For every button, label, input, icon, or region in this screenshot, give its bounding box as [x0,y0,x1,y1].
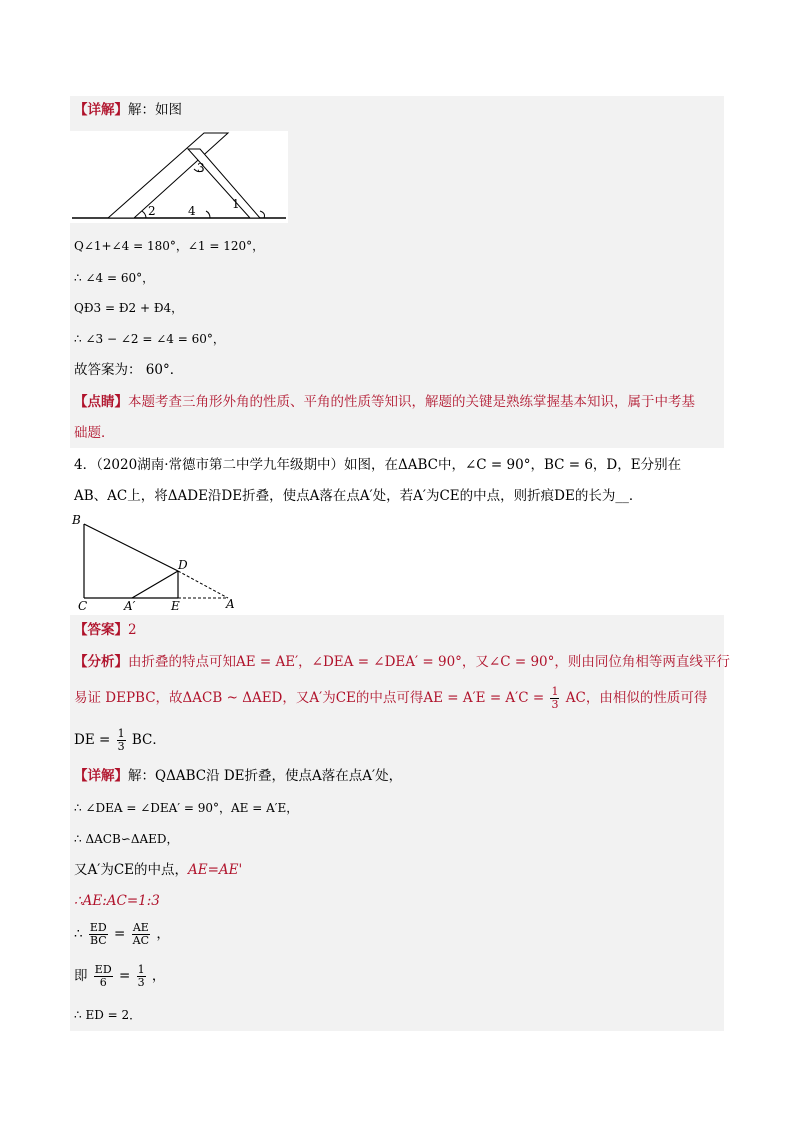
fenxi-text-2b: AC，由相似的性质可得 [565,690,708,706]
fraction-ed-bc: $\frac{ED}{BC}$ [89,921,107,947]
xiangjie-tag: 【详解】 [74,102,128,118]
q4-line-1: 4．（2020湖南·常德市第二中学九年级期中）如图，在ΔABC中，∠C = 90°，BC = 6，D，E分别在 [74,457,682,473]
tri-label-B: B [72,513,81,527]
fig-label-1: 1 [232,197,240,211]
fig-label-2: 2 [148,204,156,218]
tri-label-Aprime: A′ [124,599,136,613]
fraction-one-third-a: $\frac{1}{3}$ [551,685,559,711]
fenxi-tag: 【分析】 [74,654,128,670]
q4-step-1: ∴ ∠DEA = ∠DEA′ = 90°，AE = A′E， [74,801,299,815]
daan-line [74,620,137,640]
tri-label-A: A [226,597,235,611]
daan-value: 2 [128,622,137,638]
q4-step-2: ∴ ΔACB∽ΔAED， [74,832,179,846]
tri-label-D: D [178,558,188,572]
q4-solution-block [70,615,724,1031]
q4-step-3 [74,860,242,880]
fenxi-text-3a: DE = [74,732,111,748]
fraction-ed-6: $\frac{ED}{6}$ [94,963,112,989]
q4-step-6: 即 $\frac{ED}{6}$ = $\frac{1}{3}$ ， [74,963,166,989]
fraction-one-third-b: $\frac{1}{3}$ [117,727,125,753]
fraction-ae-ac: $\frac{AE}{AC}$ [132,921,150,947]
q4-step-3a: 又A′为CE的中点， [74,862,188,878]
dianjing-line-2: 础题． [74,425,115,441]
fenxi-line-2 [74,686,707,711]
fig-label-3: 3 [197,161,205,175]
q4-line-2: AB、AC上，将ΔADE沿DE折叠，使点A落在点A′处，若A′为CE的中点，则折痕DE的长为__． [74,488,643,504]
dianjing-tag: 【点睛】 [74,394,128,410]
answer-line: 故答案为： 60°． [74,362,184,378]
xiangjie-line [74,100,182,120]
tri-label-C: C [78,599,88,613]
fraction-one-third-c: $\frac{1}{3}$ [137,963,145,989]
tri-label-E: E [171,599,180,613]
q4-step-5: ∴ $\frac{ED}{BC}$ = $\frac{AE}{AC}$ ， [74,921,170,947]
dianjing-line-1 [74,392,695,412]
daan-tag: 【答案】 [74,622,128,638]
q4-xiangjie-tag: 【详解】 [74,768,128,784]
dianjing-text-1: 本题考查三角形外角的性质、平角的性质等知识，解题的关键是熟练掌握基本知识，属于中考基 [128,394,695,410]
q4-step-4: ∴AE:AC=1:3 [74,893,160,909]
step-4: ∴ ∠3 − ∠2 = ∠4 = 60°， [74,332,225,346]
fenxi-text-2a: 易证 DEPBC，故ΔACB ~ ΔAED，又A′为CE的中点可得AE = A′E = A′C = [74,690,545,706]
angles-figure [70,131,288,223]
fenxi-text-3b: BC． [131,732,166,748]
step-3: QÐ3 = Ð2 + Ð4， [74,301,184,315]
q4-step-3b: AE=AE' [188,862,243,878]
q4-xiangjie-line [74,766,402,786]
q4-xiangjie-text: 解：QΔABC沿 DE折叠，使点A落在点A′处， [128,768,403,784]
fig-label-4: 4 [188,204,196,218]
fenxi-line-1 [74,652,730,672]
triangle-figure [70,510,240,614]
xiangjie-text: 解：如图 [128,102,182,118]
fenxi-text-1: 由折叠的特点可知AE = AE′，∠DEA = ∠DEA′ = 90°，又∠C = 90°，则由同位角相等两直线平行 [128,654,730,670]
q4-step-7: ∴ ED = 2． [74,1008,142,1022]
step-2: ∴ ∠4 = 60°， [74,271,155,285]
fenxi-line-3 [74,728,166,753]
step-1: Q∠1+∠4 = 180°，∠1 = 120°， [74,239,265,253]
